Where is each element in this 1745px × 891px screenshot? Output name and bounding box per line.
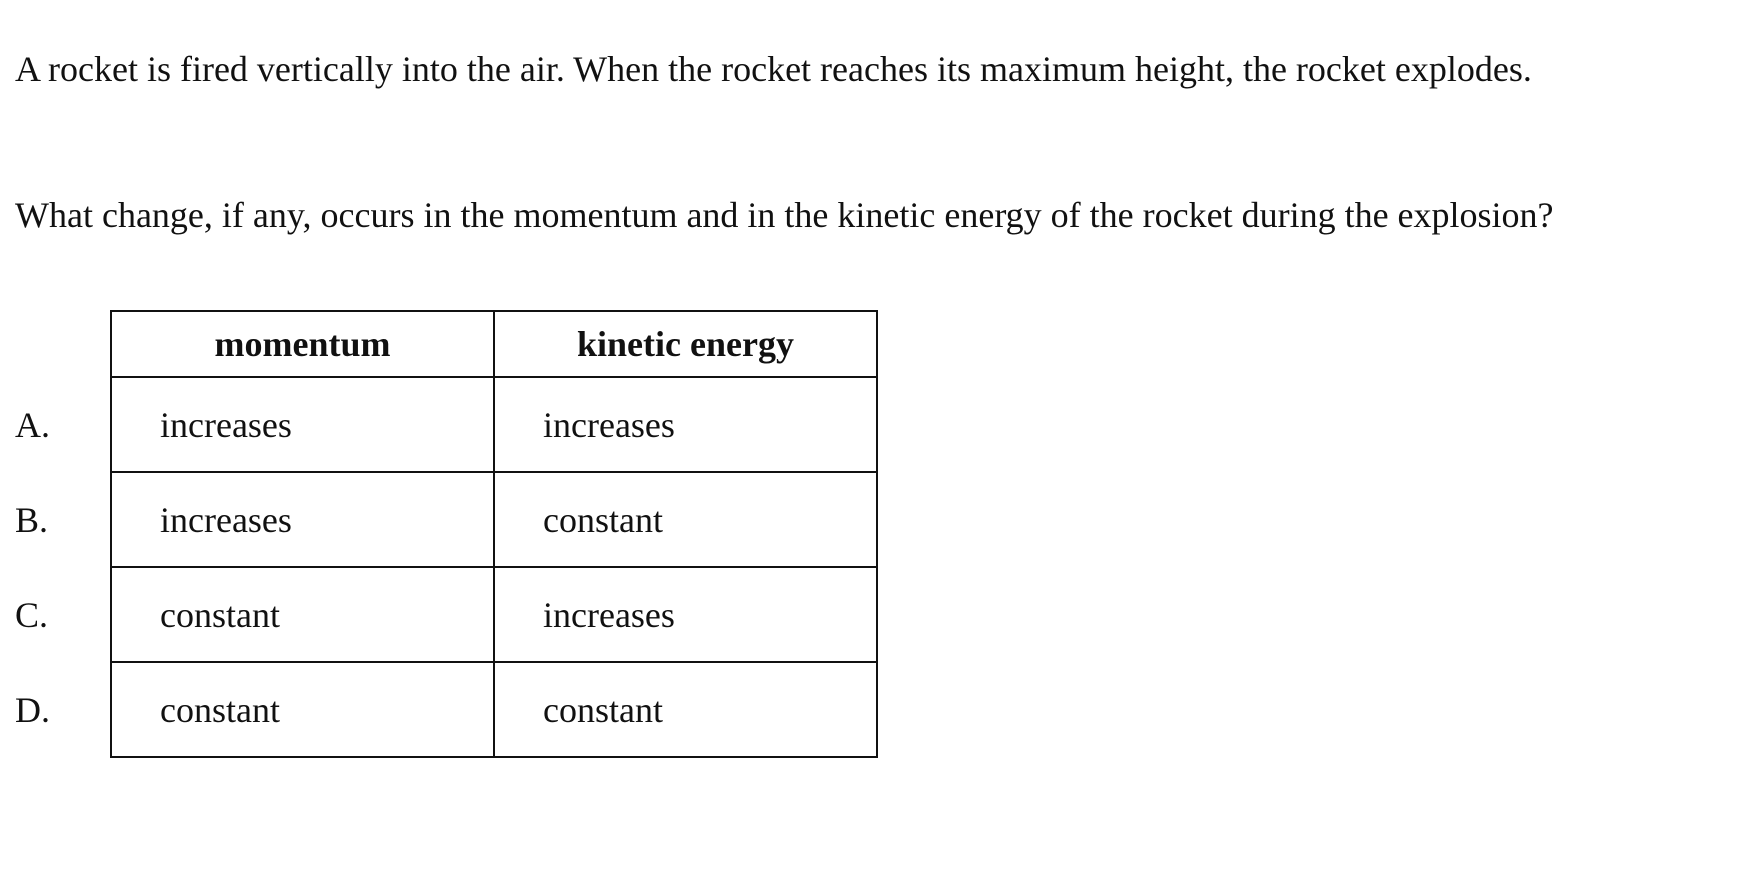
table-row-option-d bbox=[111, 662, 877, 757]
momentum-cell: increases bbox=[111, 472, 494, 567]
table-header-row bbox=[111, 311, 877, 377]
option-letter-d: D. bbox=[15, 690, 50, 730]
table-row-option-b bbox=[111, 472, 877, 567]
question-paragraph-2: What change, if any, occurs in the momentum and in the kinetic energy of the rocket during the explosion? bbox=[15, 195, 1554, 235]
column-header-momentum: momentum bbox=[111, 311, 494, 377]
kinetic-energy-cell: increases bbox=[494, 567, 877, 662]
option-letter-c: C. bbox=[15, 595, 49, 635]
answer-options-table bbox=[110, 310, 878, 758]
kinetic-energy-cell: increases bbox=[494, 377, 877, 472]
momentum-cell: increases bbox=[111, 377, 494, 472]
momentum-cell: constant bbox=[111, 662, 494, 757]
table-row-option-c bbox=[111, 567, 877, 662]
option-letter-b: B. bbox=[15, 500, 49, 540]
column-header-kinetic-energy: kinetic energy bbox=[494, 311, 877, 377]
question-paragraph-1: A rocket is fired vertically into the air. When the rocket reaches its maximum height, the rocket explodes. bbox=[15, 49, 1532, 89]
kinetic-energy-cell: constant bbox=[494, 662, 877, 757]
kinetic-energy-cell: constant bbox=[494, 472, 877, 567]
option-letter-a: A. bbox=[15, 405, 50, 445]
momentum-cell: constant bbox=[111, 567, 494, 662]
table-row-option-a bbox=[111, 377, 877, 472]
